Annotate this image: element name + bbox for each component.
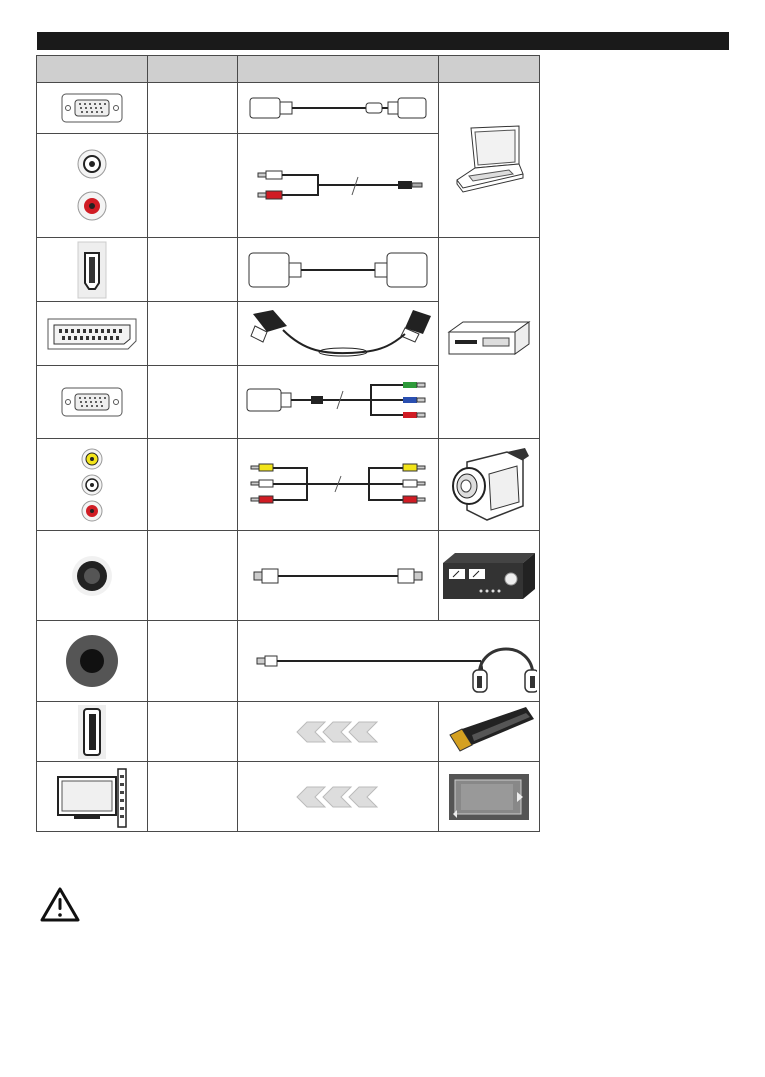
hdmi-cable-icon xyxy=(245,245,431,295)
warning-section xyxy=(40,887,80,923)
vga-cable-icon xyxy=(248,93,428,123)
ci-module-card-icon xyxy=(447,772,531,822)
camcorder-icon xyxy=(447,444,531,526)
column-header xyxy=(37,56,148,83)
vga-port-icon xyxy=(61,387,123,417)
cable-cell xyxy=(238,702,439,762)
port-cell xyxy=(37,366,148,439)
tv-side-ci-slot-icon xyxy=(52,765,132,829)
vga-to-component-cable-icon xyxy=(243,377,433,427)
connection-type-cell xyxy=(148,702,238,762)
usb-port-icon xyxy=(77,704,107,760)
cable-cell xyxy=(238,302,439,366)
port-cell xyxy=(37,238,148,302)
device-cell xyxy=(439,531,540,621)
cable-cell xyxy=(238,366,439,439)
connection-type-cell xyxy=(148,439,238,531)
connection-type-cell xyxy=(148,762,238,832)
cable-cell xyxy=(238,134,439,238)
table-row xyxy=(37,531,540,621)
insert-arrows-icon xyxy=(295,783,381,811)
coax-cable-icon xyxy=(248,561,428,591)
connection-type-cell xyxy=(148,621,238,702)
connection-type-cell xyxy=(148,531,238,621)
column-header xyxy=(148,56,238,83)
connection-table xyxy=(36,55,540,832)
hdmi-port-icon xyxy=(77,241,107,299)
cable-cell xyxy=(238,762,439,832)
device-cell xyxy=(439,439,540,531)
headphones-icon xyxy=(473,649,537,692)
cable-cell xyxy=(238,621,540,702)
port-cell xyxy=(37,83,148,134)
warning-triangle-icon xyxy=(40,887,80,923)
connection-type-cell xyxy=(148,366,238,439)
column-header xyxy=(238,56,439,83)
port-cell xyxy=(37,621,148,702)
headphone-cable-icon xyxy=(241,626,537,696)
table-row xyxy=(37,702,540,762)
port-cell xyxy=(37,439,148,531)
av-rca-cable-icon xyxy=(243,460,433,510)
port-cell xyxy=(37,134,148,238)
scart-port-icon xyxy=(44,317,140,351)
table-row xyxy=(37,238,540,302)
scart-cable-icon xyxy=(243,306,433,362)
usb-stick-icon xyxy=(442,705,536,759)
table-row xyxy=(37,621,540,702)
audio-rca-port-icon xyxy=(72,144,112,228)
connection-type-cell xyxy=(148,302,238,366)
column-header xyxy=(439,56,540,83)
dvd-player-icon xyxy=(447,314,531,362)
av-rca-port-icon xyxy=(77,446,107,524)
cable-cell xyxy=(238,238,439,302)
device-cell xyxy=(439,238,540,439)
insert-arrows-icon xyxy=(295,718,381,746)
cable-cell xyxy=(238,83,439,134)
port-cell xyxy=(37,762,148,832)
device-cell xyxy=(439,702,540,762)
vga-port-icon xyxy=(61,93,123,123)
cable-cell xyxy=(238,439,439,531)
table-row xyxy=(37,83,540,134)
device-cell xyxy=(439,762,540,832)
port-cell xyxy=(37,702,148,762)
spdif-coax-port-icon xyxy=(70,554,114,598)
connection-type-cell xyxy=(148,238,238,302)
connection-type-cell xyxy=(148,83,238,134)
device-cell xyxy=(439,83,540,238)
table-row xyxy=(37,762,540,832)
amplifier-icon xyxy=(441,551,537,601)
cable-cell xyxy=(238,531,439,621)
rca-to-jack-cable-icon xyxy=(248,161,428,211)
port-cell xyxy=(37,302,148,366)
port-cell xyxy=(37,531,148,621)
connection-type-cell xyxy=(148,134,238,238)
title-bar xyxy=(37,32,729,50)
table-header-row xyxy=(37,56,540,83)
headphone-port-icon xyxy=(65,634,119,688)
laptop-icon xyxy=(453,124,525,196)
table-row xyxy=(37,439,540,531)
